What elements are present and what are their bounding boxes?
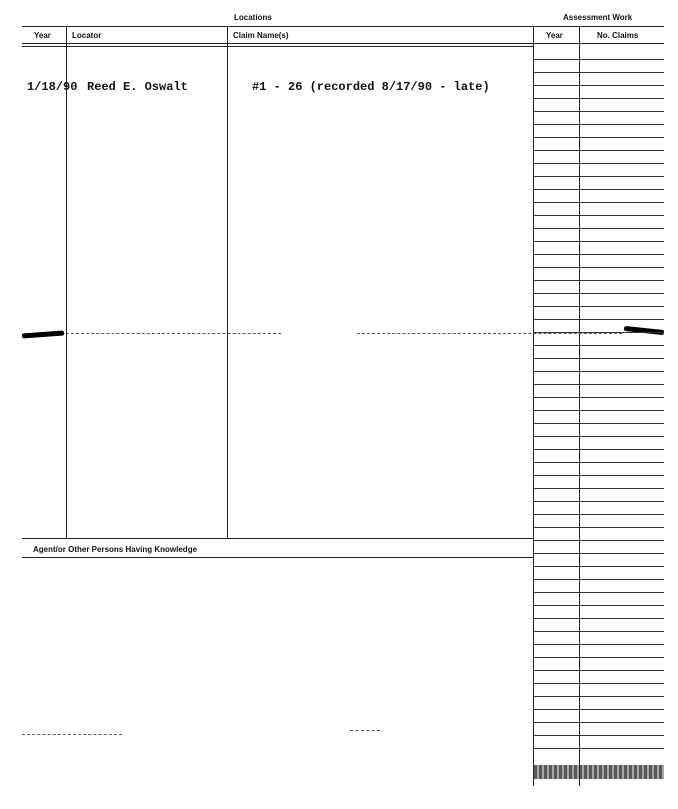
entry-year: 1/18/90 bbox=[27, 80, 78, 94]
bottom-dark-band bbox=[534, 765, 664, 779]
assessment-row-line bbox=[534, 371, 664, 372]
assessment-row-line bbox=[534, 280, 664, 281]
assessment-row-line bbox=[534, 306, 664, 307]
assessment-row-line bbox=[534, 657, 664, 658]
assessment-row-line bbox=[534, 644, 664, 645]
assessment-row-line bbox=[534, 527, 664, 528]
locations-header: Locations bbox=[234, 13, 272, 22]
assessment-row-line bbox=[534, 189, 664, 190]
assessment-row-line bbox=[534, 618, 664, 619]
assessment-row-line bbox=[534, 176, 664, 177]
agent-label-rule bbox=[22, 557, 534, 558]
bottom-scan-line bbox=[22, 734, 122, 736]
assessment-row-line bbox=[534, 735, 664, 736]
assessment-row-line bbox=[534, 631, 664, 632]
assessment-row-line bbox=[534, 462, 664, 463]
assessment-row-line bbox=[534, 592, 664, 593]
assessment-row-line bbox=[534, 85, 664, 86]
assessment-row-line bbox=[534, 59, 664, 60]
assessment-row-line bbox=[534, 397, 664, 398]
year-locator-divider bbox=[66, 26, 67, 538]
aw-year-claims-divider bbox=[579, 26, 580, 786]
fold-line-right bbox=[357, 333, 622, 335]
assessment-row-line bbox=[534, 215, 664, 216]
assessment-row-line bbox=[534, 436, 664, 437]
assessment-row-line bbox=[534, 696, 664, 697]
assessment-row-line bbox=[534, 345, 664, 346]
agent-section-rule bbox=[22, 538, 534, 539]
assessment-row-line bbox=[534, 553, 664, 554]
right-ink-mark bbox=[624, 326, 664, 335]
aw-year-column-header: Year bbox=[546, 31, 563, 40]
assessment-row-line bbox=[534, 566, 664, 567]
assessment-row-line bbox=[534, 410, 664, 411]
locations-assessment-divider bbox=[533, 26, 534, 786]
year-column-header: Year bbox=[34, 31, 51, 40]
assessment-row-line bbox=[534, 254, 664, 255]
left-ink-mark bbox=[22, 331, 64, 339]
assessment-row-line bbox=[534, 475, 664, 476]
assessment-row-line bbox=[534, 605, 664, 606]
claim-names-column-header: Claim Name(s) bbox=[233, 31, 289, 40]
assessment-row-line bbox=[534, 111, 664, 112]
assessment-work-header: Assessment Work bbox=[563, 13, 633, 22]
assessment-row-line bbox=[534, 98, 664, 99]
fold-line-left bbox=[66, 333, 281, 335]
locator-column-header: Locator bbox=[72, 31, 102, 40]
assessment-row-line bbox=[534, 579, 664, 580]
assessment-row-line bbox=[534, 332, 664, 333]
assessment-row-line bbox=[534, 202, 664, 203]
column-header-rule bbox=[22, 43, 664, 44]
assessment-row-line bbox=[534, 501, 664, 502]
entry-claims: #1 - 26 (recorded 8/17/90 - late) bbox=[252, 80, 490, 94]
assessment-row-line bbox=[534, 449, 664, 450]
top-rule bbox=[22, 26, 664, 27]
agent-section-label: Agent/or Other Persons Having Knowledge bbox=[33, 545, 198, 554]
assessment-row-line bbox=[534, 514, 664, 515]
assessment-row-line bbox=[534, 423, 664, 424]
assessment-row-line bbox=[534, 722, 664, 723]
assessment-row-line bbox=[534, 267, 664, 268]
bottom-scan-line-2 bbox=[350, 730, 380, 732]
assessment-row-line bbox=[534, 319, 664, 320]
assessment-row-line bbox=[534, 488, 664, 489]
assessment-row-line bbox=[534, 748, 664, 749]
assessment-row-line bbox=[534, 384, 664, 385]
assessment-row-line bbox=[534, 241, 664, 242]
locator-claims-divider bbox=[227, 26, 228, 538]
assessment-row-line bbox=[534, 163, 664, 164]
assessment-row-line bbox=[534, 124, 664, 125]
assessment-row-line bbox=[534, 358, 664, 359]
assessment-row-line bbox=[534, 137, 664, 138]
assessment-row-line bbox=[534, 72, 664, 73]
no-claims-column-header: No. Claims bbox=[597, 31, 639, 40]
assessment-row-line bbox=[534, 150, 664, 151]
assessment-row-line bbox=[534, 540, 664, 541]
assessment-row-line bbox=[534, 228, 664, 229]
entry-locator: Reed E. Oswalt bbox=[87, 80, 188, 94]
assessment-row-line bbox=[534, 293, 664, 294]
assessment-row-line bbox=[534, 683, 664, 684]
column-header-rule-2 bbox=[22, 46, 534, 47]
assessment-row-line bbox=[534, 709, 664, 710]
assessment-row-line bbox=[534, 670, 664, 671]
